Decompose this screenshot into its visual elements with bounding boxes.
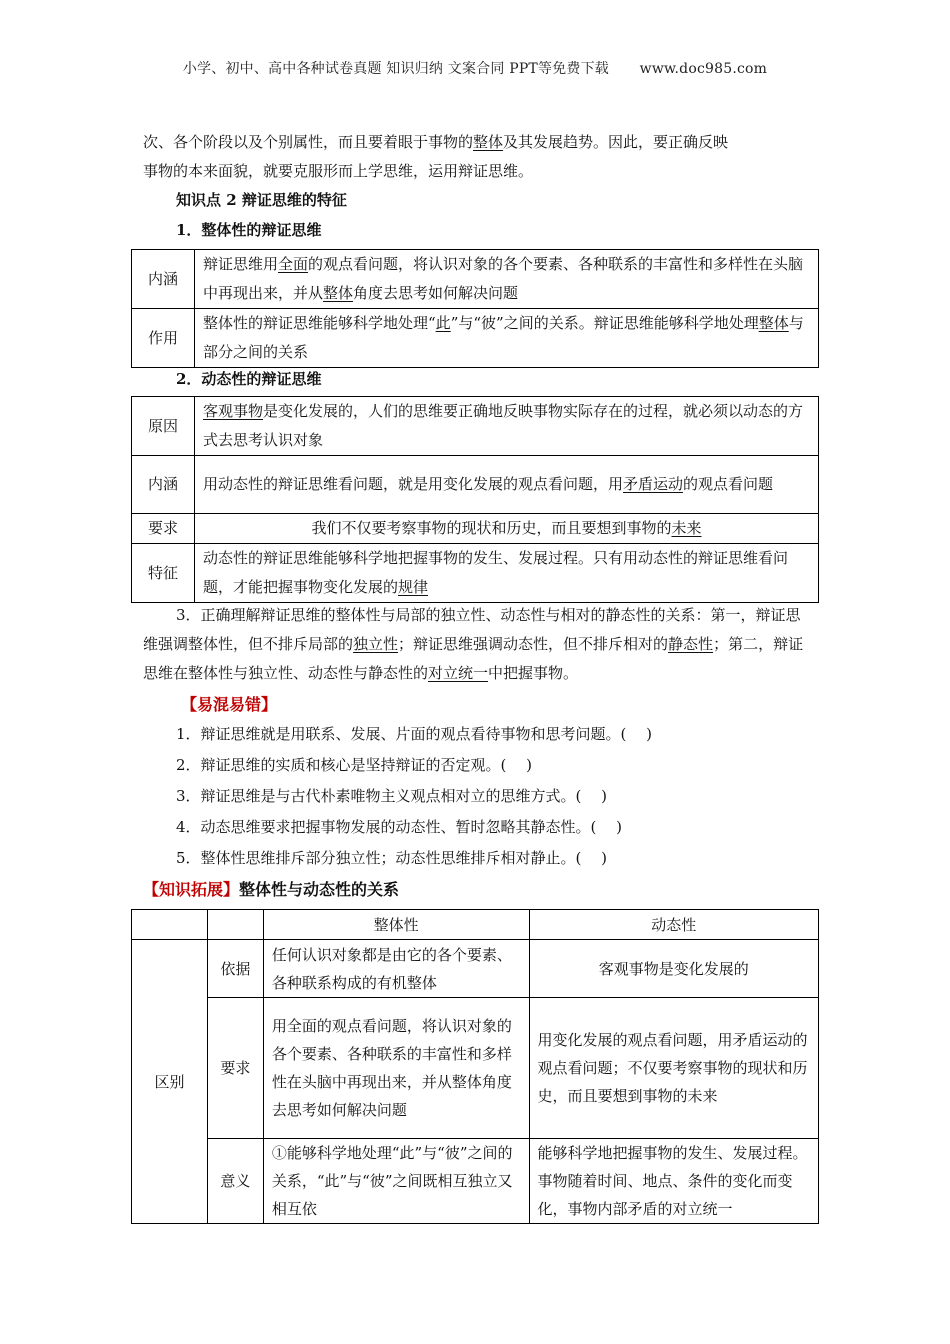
table-row xyxy=(132,250,819,309)
row-key: 依据 xyxy=(207,940,263,998)
intro-line-2: 事物的本来面貌，就要克服形而上学思维，运用辩证思维。 xyxy=(143,162,534,180)
row-key: 原因 xyxy=(132,397,195,456)
row-content: 辩证思维用全面的观点看问题，将认识对象的各个要素、各种联系的丰富性和多样性在头脑中再现出来，并从整体角度去思考如何解决问题 xyxy=(195,250,819,309)
table-row xyxy=(132,397,819,456)
group-label: 区别 xyxy=(132,940,208,1224)
extension-tag: 【知识拓展】 xyxy=(143,880,240,899)
intro-text-2: 及其发展趋势。因此，要正确反映 xyxy=(503,133,729,151)
row-content: 我们不仅要考察事物的现状和历史，而且要想到事物的未来 xyxy=(195,514,819,544)
table-row xyxy=(132,544,819,603)
row-content: 客观事物是变化发展的，人们的思维要正确地反映事物实际存在的过程，就必须以动态的方式去思考认识对象 xyxy=(195,397,819,456)
confuse-item: 3．辩证思维是与古代朴素唯物主义观点相对立的思维方式。( ) xyxy=(176,787,608,805)
row-key: 要求 xyxy=(132,514,195,544)
cell-dynamic: 能够科学地把握事物的发生、发展过程。事物随着时间、地点、条件的变化而变化，事物内部矛盾的对立统一 xyxy=(529,1139,818,1224)
cell-holistic: ①能够科学地处理“此”与“彼”之间的关系，“此”与“彼”之间既相互独立又相互依 xyxy=(263,1139,529,1224)
row-content: 用动态性的辩证思维看问题，就是用变化发展的观点看问题，用矛盾运动的观点看问题 xyxy=(195,456,819,514)
table-header-row xyxy=(132,910,819,940)
kp2-title: 知识点 2 辩证思维的特征 xyxy=(176,191,347,209)
header-blank xyxy=(207,910,263,940)
confuse-item: 4．动态思维要求把握事物发展的动态性、暂时忽略其静态性。( ) xyxy=(176,818,623,836)
section3-paragraph: 3．正确理解辩证思维的整体性与局部的独立性、动态性与相对的静态性的关系：第一，辩证思维强调整体性，但不排斥局部的独立性；辩证思维强调动态性，但不排斥相对的静态性；第二，辩证思维在整体性与独立性、动态性与静态性的对立统一中把握事物。 xyxy=(143,606,804,682)
table-dynamic xyxy=(131,396,819,603)
header-url[interactable]: www.doc985.com xyxy=(639,61,768,77)
table-row xyxy=(132,940,819,998)
confuse-item: 1．辩证思维就是用联系、发展、片面的观点看待事物和思考问题。( ) xyxy=(176,725,653,743)
table-row xyxy=(132,456,819,514)
cell-dynamic: 客观事物是变化发展的 xyxy=(529,940,818,998)
table-row xyxy=(132,998,819,1139)
row-key: 要求 xyxy=(207,998,263,1139)
confuse-item: 5．整体性思维排斥部分独立性；动态性思维排斥相对静止。( ) xyxy=(176,849,608,867)
header-text: 小学、初中、高中各种试卷真题 知识归纳 文案合同 PPT等免费下载 xyxy=(182,61,609,77)
cell-holistic: 用全面的观点看问题，将认识对象的各个要素、各种联系的丰富性和多样性在头脑中再现出来，并从整体角度去思考如何解决问题 xyxy=(263,998,529,1139)
row-key: 特征 xyxy=(132,544,195,603)
col-holistic-header: 整体性 xyxy=(263,910,529,940)
extension-heading xyxy=(143,875,399,904)
table-row xyxy=(132,309,819,368)
intro-paragraph xyxy=(143,128,813,186)
row-key: 作用 xyxy=(132,309,195,368)
cell-holistic: 任何认识对象都是由它的各个要素、各种联系构成的有机整体 xyxy=(263,940,529,998)
col-dynamic-header: 动态性 xyxy=(529,910,818,940)
table-comparison xyxy=(131,909,819,1224)
table-row xyxy=(132,514,819,544)
cell-dynamic: 用变化发展的观点看问题，用矛盾运动的观点看问题；不仅要考察事物的现状和历史，而且要想到事物的未来 xyxy=(529,998,818,1139)
header-blank xyxy=(132,910,208,940)
row-key: 内涵 xyxy=(132,250,195,309)
intro-text: 次、各个阶段以及个别属性，而且要着眼于事物的 xyxy=(143,133,474,151)
section2-title: 2．动态性的辩证思维 xyxy=(176,370,322,388)
intro-underline-whole: 整体 xyxy=(473,133,504,151)
page-header xyxy=(0,58,950,78)
row-content: 整体性的辩证思维能够科学地处理“此”与“彼”之间的关系。辩证思维能够科学地处理整体与部分之间的关系 xyxy=(195,309,819,368)
confuse-title: 【易混易错】 xyxy=(181,695,278,714)
extension-title: 整体性与动态性的关系 xyxy=(239,880,400,899)
section1-title: 1．整体性的辩证思维 xyxy=(176,221,322,239)
confuse-item: 2．辩证思维的实质和核心是坚持辩证的否定观。( ) xyxy=(176,756,533,774)
row-content: 动态性的辩证思维能够科学地把握事物的发生、发展过程。只有用动态性的辩证思维看问题，才能把握事物变化发展的规律 xyxy=(195,544,819,603)
table-row xyxy=(132,1139,819,1224)
row-key: 内涵 xyxy=(132,456,195,514)
table-holistic xyxy=(131,249,819,368)
row-key: 意义 xyxy=(207,1139,263,1224)
